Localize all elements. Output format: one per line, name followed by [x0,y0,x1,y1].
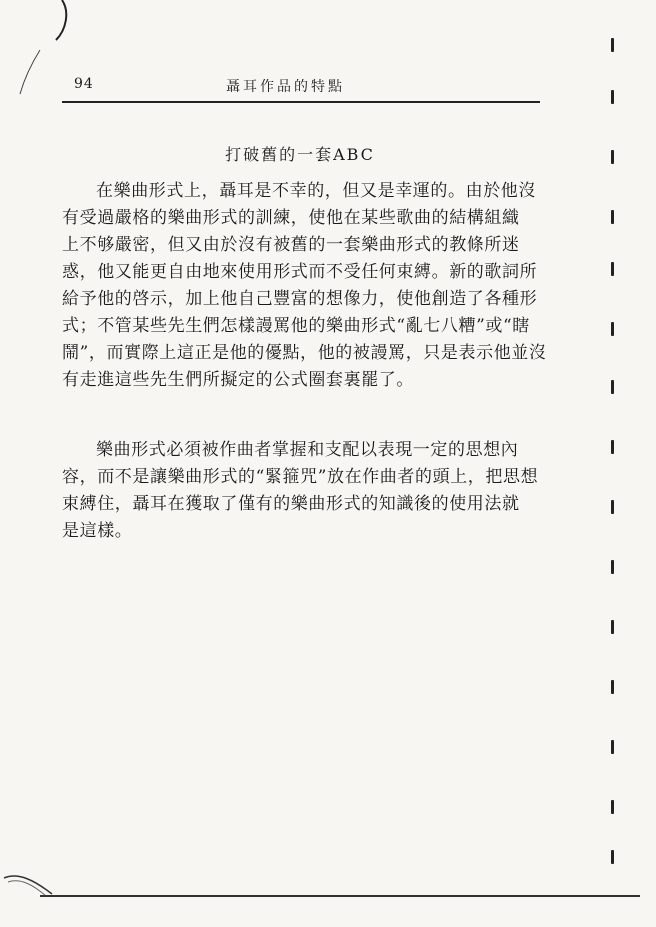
text-line: 樂曲形式必須被作曲者掌握和支配以表現一定的思想內 [96,440,519,460]
text-line: 束縛住，聶耳在獲取了僅有的樂曲形式的知識後的使用法就 [62,494,520,514]
corner-curl-mark [0,860,80,910]
text-line: 是這樣。 [62,521,133,541]
scan-edge-mark [0,0,80,100]
section-title: 打破舊的一套ABC [225,145,375,164]
running-title: 聶耳作品的特點 [226,79,345,95]
edge-mark [611,680,614,694]
edge-mark [611,500,614,514]
edge-mark [611,150,614,164]
text-line: 惑，他又能更自由地來使用形式而不受任何束縛。新的歌詞所 [62,262,538,282]
page-number: 94 [74,76,94,92]
paragraph-2 [62,437,552,545]
edge-mark [611,560,614,574]
edge-mark [611,380,614,394]
text-line: 式；不管某些先生們怎樣謾罵他的樂曲形式“亂七八糟”或“瞎 [62,316,530,336]
edge-mark [611,440,614,454]
edge-mark [611,850,614,864]
edge-mark [611,210,614,224]
text-line: 容，而不是讓樂曲形式的“緊箍咒”放在作曲者的頭上，把思想 [62,467,539,487]
edge-mark [611,620,614,634]
edge-mark [611,90,614,104]
edge-mark [611,322,614,336]
text-line: 有受過嚴格的樂曲形式的訓練，使他在某些歌曲的結構組織 [62,208,520,228]
edge-mark [611,262,614,276]
text-line: 在樂曲形式上，聶耳是不幸的，但又是幸運的。由於他沒 [96,181,536,201]
text-line: 有走進這些先生們所擬定的公式圈套裏罷了。 [62,370,414,390]
bottom-edge-line [40,895,640,897]
paragraph-1 [62,178,552,394]
header-rule [62,101,540,103]
edge-mark [611,740,614,754]
edge-mark [611,800,614,814]
text-line: 上不够嚴密，但又由於沒有被舊的一套樂曲形式的教條所迷 [62,235,520,255]
text-line: 給予他的啓示，加上他自己豐富的想像力，使他創造了各種形 [62,289,538,309]
edge-mark [611,38,614,52]
text-line: 鬧”，而實際上這正是他的優點，他的被謾罵，只是表示他並沒 [62,343,547,363]
